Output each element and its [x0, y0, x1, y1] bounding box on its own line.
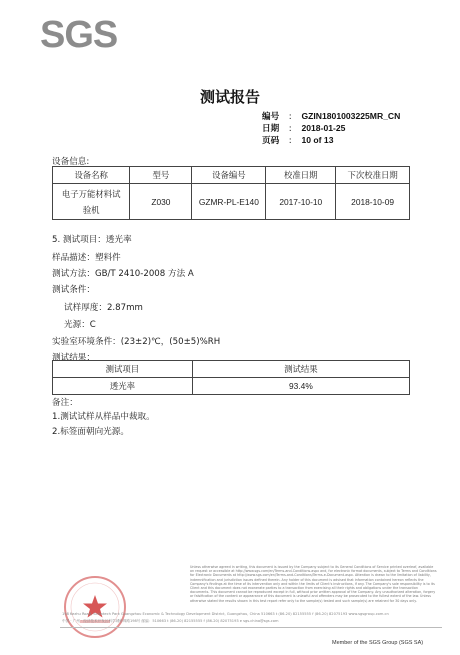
test-item-line: 5. 测试项目：透光率	[52, 235, 132, 245]
company-seal-stamp	[62, 574, 128, 640]
lab-environment-line: 实验室环境条件：(23±2)℃，(50±5)%RH	[52, 337, 221, 347]
terms-fineprint: Unless otherwise agreed in writing, this document is issued by the Company subject to its General Conditions of Service printed overleaf, available on request or accessible at http://www.sgs.com/en/Terms-and-Conditions.aspx and, for electronic format documents, subject to Terms and Conditions for Electronic Documents at http://www.sgs.com/en/Terms-and-Conditions/Terms-e-Document.aspx. Attention is drawn to the limitation of liability, indemnification and jurisdiction issues defined therein. Any holder of this document is advised that information contained hereon reflects the Company's findings at the time of its intervention only and within the limits of Client's instructions, if any. The Company's sole responsibility is to its Client and this document does not exonerate parties to a transaction from exercising all their rights and obligations under the transaction documents. This document cannot be reproduced except in full, without prior written approval of the Company. Any unauthorized alteration, forgery or falsification of the content or appearance of this document is unlawful and offenders may be prosecuted to the fullest extent of the law. Unless otherwise stated the results shown in this test report refer only to the sample(s) tested and such sample(s) are retained for 30 days only.	[190, 565, 437, 603]
footer-divider	[60, 627, 442, 628]
equipment-table	[52, 166, 410, 220]
results-table-header	[53, 361, 410, 378]
test-conditions-label: 测试条件：	[52, 285, 95, 295]
address-line-english: 198 Kezhu Road, Scientech Park Guangzhou Economic & Technology Development District, Guangzhou, China 510663 t (86-20) 82155555 f (86-20) 82075193 www.sgsgroup.com.cn	[62, 612, 389, 616]
equipment-header-calibration: 校准日期	[266, 167, 336, 184]
results-value: 93.4%	[192, 378, 409, 395]
results-header-item: 测试项目	[53, 361, 193, 378]
equipment-number: GZMR-PL-E140	[192, 184, 266, 220]
equipment-section-label: 设备信息:	[52, 157, 90, 167]
note-item-2: 2.标签面朝向光源。	[52, 427, 129, 437]
test-results-label: 测试结果：	[52, 353, 95, 363]
results-item: 透光率	[53, 378, 193, 395]
equipment-calibration-date: 2017-10-10	[266, 184, 336, 220]
notes-label: 备注：	[52, 398, 78, 408]
test-method-line: 测试方法：GB/T 2410-2008 方法 A	[52, 269, 194, 279]
member-of-sgs-group: Member of the SGS Group (SGS SA)	[332, 640, 424, 646]
note-item-1: 1.测试试样从样品中裁取。	[52, 412, 155, 422]
equipment-name-line2: 验机	[82, 204, 100, 215]
report-page-value: 10 of 13	[301, 135, 334, 145]
equipment-header-number: 设备编号	[192, 167, 266, 184]
results-table-row	[53, 378, 410, 395]
report-title: 测试报告	[200, 88, 261, 106]
equipment-header-name: 设备名称	[53, 167, 130, 184]
report-date-value: 2018-01-25	[301, 123, 346, 133]
equipment-table-row	[53, 184, 410, 220]
equipment-name-line1: 电子万能材料试	[61, 188, 121, 199]
equipment-header-model: 型号	[130, 167, 192, 184]
light-source-line: 光源：C	[64, 320, 96, 330]
specimen-thickness-line: 试样厚度：2.87mm	[64, 303, 143, 313]
equipment-model: Z030	[130, 184, 192, 220]
equipment-header-next-calibration: 下次校准日期	[336, 167, 410, 184]
sgs-logo: SGS	[40, 14, 118, 56]
address-line-chinese: 中国 · 广州 · 经济技术开发区科学城科珠路198号 邮编：510663 t (86-20) 82155555 f (86-20) 82075193 e sgs.china@sgs.com	[62, 619, 279, 623]
report-number-label: 编号	[262, 112, 280, 122]
equipment-table-header	[53, 167, 410, 184]
report-number-row: 编号 : GZIN1801003225MR_CN	[262, 111, 401, 122]
sample-description-line: 样品描述：塑料件	[52, 253, 121, 263]
report-date-label: 日期	[262, 124, 280, 134]
report-number-value: GZIN1801003225MR_CN	[301, 111, 401, 121]
results-table	[52, 360, 410, 395]
report-date-row: 日期 : 2018-01-25	[262, 123, 346, 134]
report-page-row: 页码 : 10 of 13	[262, 135, 334, 146]
equipment-next-calibration-date: 2018-10-09	[336, 184, 410, 220]
report-page-label: 页码	[262, 136, 280, 146]
equipment-name-cell	[53, 184, 130, 220]
results-header-value: 测试结果	[192, 361, 409, 378]
